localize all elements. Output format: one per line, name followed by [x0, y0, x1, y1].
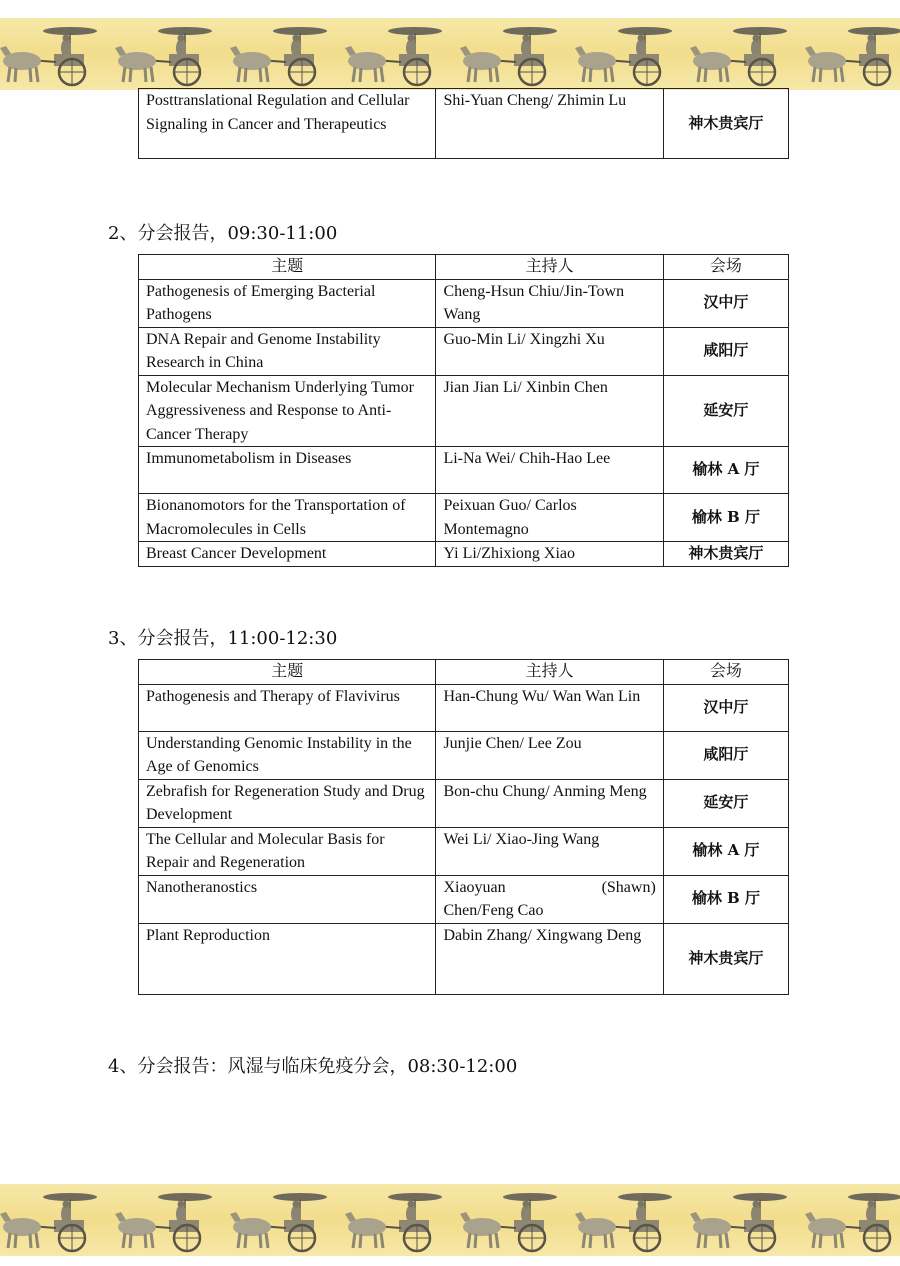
topic-cell: Nanotheranostics: [139, 875, 436, 923]
table-row: [139, 375, 789, 447]
session-table-3: [138, 659, 789, 995]
table-row: [139, 494, 789, 542]
host-cell: Wei Li/ Xiao-Jing Wang: [436, 827, 663, 875]
topic-cell: Plant Reproduction: [139, 923, 436, 994]
host-cell: Yi Li/Zhixiong Xiao: [436, 542, 663, 567]
host-cell: Peixuan Guo/ Carlos Montemagno: [436, 494, 663, 542]
host-cell: Cheng-Hsun Chiu/Jin-Town Wang: [436, 279, 663, 327]
host-cell: Dabin Zhang/ Xingwang Deng: [436, 923, 663, 994]
table-row: [139, 542, 789, 567]
section-heading: 3、分会报告，11:00-12:30: [108, 628, 338, 649]
venue-cell: 延安厅: [663, 375, 788, 447]
topic-cell: The Cellular and Molecular Basis for Repair and Regeneration: [139, 827, 436, 875]
section-heading: 4、分会报告：风湿与临床免疫分会，08:30-12:00: [108, 1056, 518, 1077]
table-row: [139, 447, 789, 494]
venue-cell: 榆林 A 厅: [663, 827, 788, 875]
host-cell: Guo-Min Li/ Xingzhi Xu: [436, 327, 663, 375]
host-line: Xiaoyuan (Shawn): [443, 878, 656, 896]
column-header-host: 主持人: [436, 660, 663, 685]
column-header-venue: 会场: [663, 660, 788, 685]
chariot-frieze-image: [0, 18, 900, 90]
host-cell: Jian Jian Li/ Xinbin Chen: [436, 375, 663, 447]
topic-cell: Pathogenesis and Therapy of Flavivirus: [139, 684, 436, 731]
table-row: [139, 731, 789, 779]
venue-cell: 汉中厅: [663, 279, 788, 327]
chariot-frieze-banner-bottom: [0, 1184, 900, 1256]
topic-cell: Molecular Mechanism Underlying Tumor Aggressiveness and Response to Anti-Cancer Therapy: [139, 375, 436, 447]
table-row: [139, 684, 789, 731]
topic-cell: Zebrafish for Regeneration Study and Drug Development: [139, 779, 436, 827]
table-row: [139, 327, 789, 375]
table-row: [139, 875, 789, 923]
venue-cell: 榆林 B 厅: [663, 494, 788, 542]
topic-cell: DNA Repair and Genome Instability Research in China: [139, 327, 436, 375]
venue-cell: 咸阳厅: [663, 731, 788, 779]
host-cell: Junjie Chen/ Lee Zou: [436, 731, 663, 779]
topic-cell: Breast Cancer Development: [139, 542, 436, 567]
host-cell: [436, 875, 663, 923]
column-header-topic: 主题: [139, 255, 436, 280]
host-cell: Shi-Yuan Cheng/ Zhimin Lu: [436, 89, 663, 159]
venue-cell: 咸阳厅: [663, 327, 788, 375]
host-line: Chen/Feng Cao: [443, 902, 544, 919]
table-row: [139, 779, 789, 827]
topic-cell: Understanding Genomic Instability in the Age of Genomics: [139, 731, 436, 779]
column-header-host: 主持人: [436, 255, 663, 280]
table-row: [139, 923, 789, 994]
session-table-2: [138, 254, 789, 567]
host-cell: Bon-chu Chung/ Anming Meng: [436, 779, 663, 827]
venue-cell: 榆林 A 厅: [663, 447, 788, 494]
topic-cell: Pathogenesis of Emerging Bacterial Pathogens: [139, 279, 436, 327]
venue-cell: 榆林 B 厅: [663, 875, 788, 923]
topic-cell: Immunometabolism in Diseases: [139, 447, 436, 494]
table-header-row: [139, 255, 789, 280]
column-header-topic: 主题: [139, 660, 436, 685]
venue-cell: 神木贵宾厅: [663, 89, 788, 159]
table-row: [139, 279, 789, 327]
column-header-venue: 会场: [663, 255, 788, 280]
table-row: [139, 827, 789, 875]
host-cell: Han-Chung Wu/ Wan Wan Lin: [436, 684, 663, 731]
section-heading: 2、分会报告，09:30-11:00: [108, 223, 338, 244]
venue-cell: 延安厅: [663, 779, 788, 827]
host-cell: Li-Na Wei/ Chih-Hao Lee: [436, 447, 663, 494]
table-row: [139, 89, 789, 159]
chariot-frieze-image: [0, 1184, 900, 1256]
chariot-frieze-banner-top: [0, 18, 900, 90]
table-header-row: [139, 660, 789, 685]
topic-cell: Bionanomotors for the Transportation of Macromolecules in Cells: [139, 494, 436, 542]
venue-cell: 神木贵宾厅: [663, 542, 788, 567]
carryover-session-table: [138, 88, 789, 159]
venue-cell: 神木贵宾厅: [663, 923, 788, 994]
venue-cell: 汉中厅: [663, 684, 788, 731]
topic-cell: Posttranslational Regulation and Cellular Signaling in Cancer and Therapeutics: [139, 89, 436, 159]
